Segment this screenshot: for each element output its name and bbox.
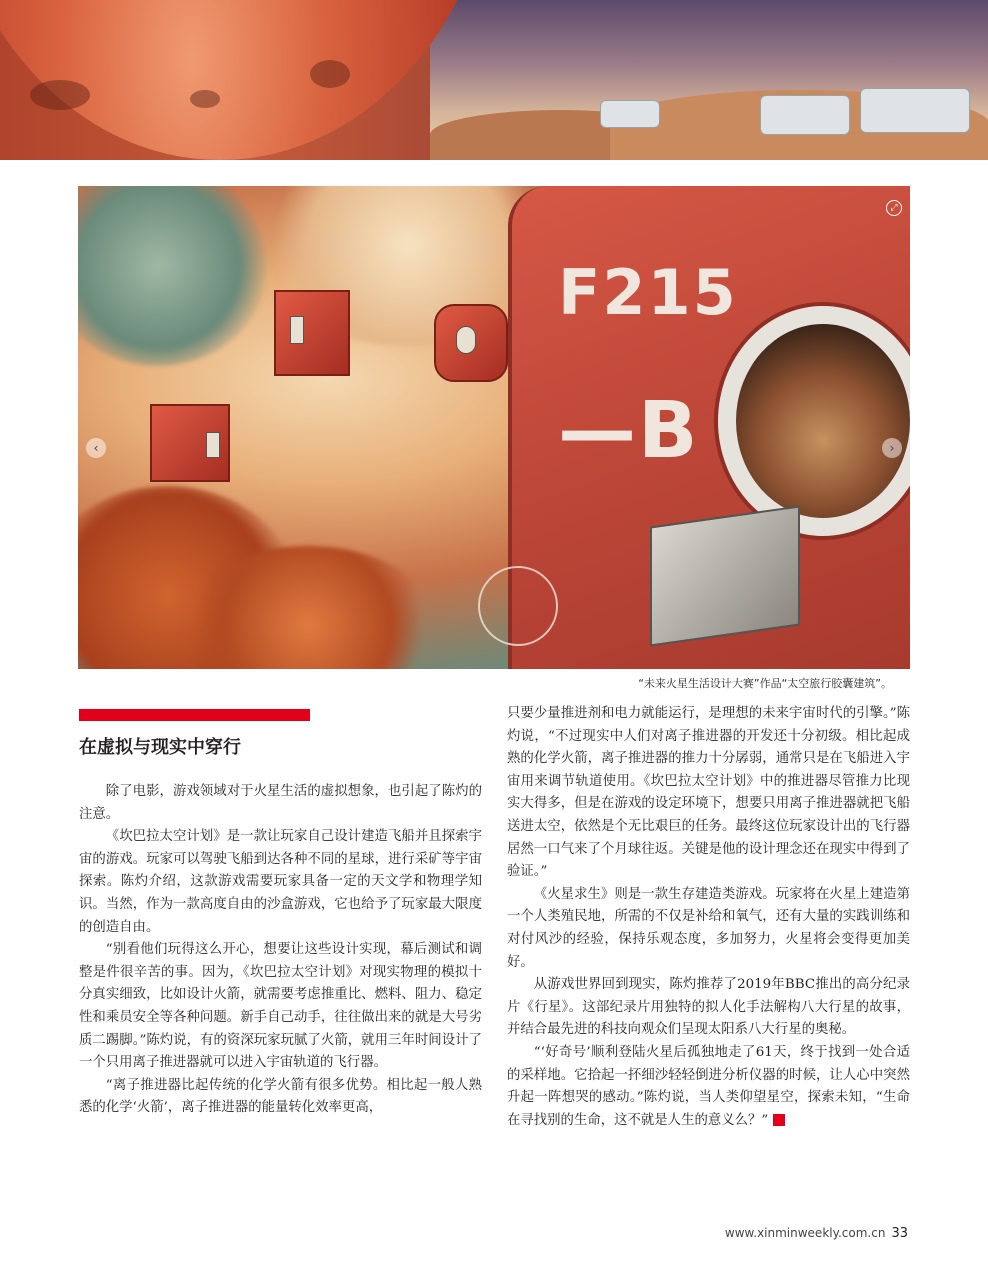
hero-image bbox=[78, 186, 910, 669]
chevron-left-icon[interactable]: ‹ bbox=[86, 438, 106, 458]
page-footer bbox=[725, 1226, 908, 1241]
ship-logo-seal bbox=[478, 566, 558, 646]
habitat-module bbox=[760, 95, 850, 135]
expand-icon[interactable]: ⤢ bbox=[886, 200, 902, 216]
paragraph: 除了电影，游戏领域对于火星生活的虚拟想象，也引起了陈灼的注意。 bbox=[79, 784, 482, 822]
paragraph: 《坎巴拉太空计划》是一款让玩家自己设计建造飞船并且探索宇宙的游戏。玩家可以驾驶飞船到达各种不同的星球，进行采矿等宇宙探索。陈灼介绍，这款游戏需要玩家具备一定的天文学和物理学知识。当然，作为一款高度自由的沙盒游戏，它也给予了玩家最大限度的创造自由。 bbox=[79, 829, 482, 935]
image-caption: “未来火星生活设计大赛”作品“太空旅行胶囊建筑”。 bbox=[638, 677, 892, 690]
paragraph: 《火星求生》则是一款生存建造类游戏。玩家将在火星上建造第一个人类殖民地，所需的不仅是补给和氧气，还有大量的实践训练和对付风沙的经验，保持乐观态度，多加努力，火星将会变得更加美好。 bbox=[507, 886, 910, 970]
ship-code-bottom: —B bbox=[558, 386, 700, 476]
space-capsule bbox=[274, 290, 350, 376]
mars-planet-image bbox=[0, 0, 500, 160]
paragraph bbox=[507, 1042, 910, 1132]
paragraph: “离子推进器比起传统的化学火箭有很多优势。相比起一般人熟悉的化学‘火箭’，离子推进器的能量转化效率更高， bbox=[79, 1077, 482, 1116]
section-title: 在虚拟与现实中穿行 bbox=[79, 737, 241, 758]
website-url: www.xinminweekly.com.cn bbox=[724, 1226, 886, 1240]
paragraph: 从游戏世界回到现实，陈灼推荐了2019年BBC推出的高分纪录片《行星》。这部纪录片用独特的拟人化手法解构八大行星的故事，并结合最先进的科技向观众们呈现太阳系八大行星的奥秘。 bbox=[507, 977, 910, 1038]
chevron-right-icon[interactable]: › bbox=[882, 438, 902, 458]
lander bbox=[600, 100, 660, 128]
section-accent-bar bbox=[79, 709, 310, 721]
header-banner bbox=[0, 0, 988, 160]
mars-landscape bbox=[430, 0, 988, 160]
paragraph: 只要少量推进剂和电力就能运行，是理想的未来宇宙时代的引擎。”陈灼说，“不过现实中人们对离子推进器的开发还十分初级。相比起成熟的化学火箭，离子推进器的推力十分孱弱，通常只是在飞船进入宇宙用来调节轨道使用。《坎巴拉太空计划》中的推进器尽管推力比现实大得多，但是在游戏的设定环境下，想要只用离子推进器就把飞船送进太空，依然是个无比艰巨的任务。最终这位玩家设计出的飞行器居然一口气来了个月球往返。关键是他的设计理念还在现实中得到了验证。” bbox=[507, 706, 910, 880]
habitat-module bbox=[860, 88, 970, 133]
article-column-left bbox=[79, 781, 482, 1120]
ship-code-top: F215 bbox=[558, 256, 738, 329]
space-capsule bbox=[434, 304, 508, 382]
paragraph-text: “‘好奇号’顺利登陆火星后孤独地走了61天，终于找到一处合适的采样地。它拾起一抔细沙轻轻倒进分析仪器的时候，让人心中突然升起一阵想哭的感动。”陈灼说，当人类仰望星空，探索未知，“生命在寻找别的生命，这不就是人生的意义么？” bbox=[507, 1044, 910, 1128]
end-mark: 民 bbox=[773, 1114, 785, 1126]
metal-box bbox=[650, 505, 800, 646]
paragraph: “别看他们玩得这么开心，想要让这些设计实现，幕后测试和调整是件很辛苦的事。因为，《坎巴拉太空计划》对现实物理的模拟十分真实细致，比如设计火箭，就需要考虑推重比、燃料、阻力、稳定性和乘员安全等各种问题。新手自己动手，往往做出来的就是大号劣质二踢脚。”陈灼说，有的资深玩家玩腻了火箭，就用三年时间设计了一个只用离子推进器就可以进入宇宙轨道的飞行器。 bbox=[79, 942, 482, 1071]
page-number: 33 bbox=[891, 1226, 908, 1241]
space-capsule bbox=[150, 404, 230, 482]
article-column-right bbox=[507, 703, 910, 1132]
